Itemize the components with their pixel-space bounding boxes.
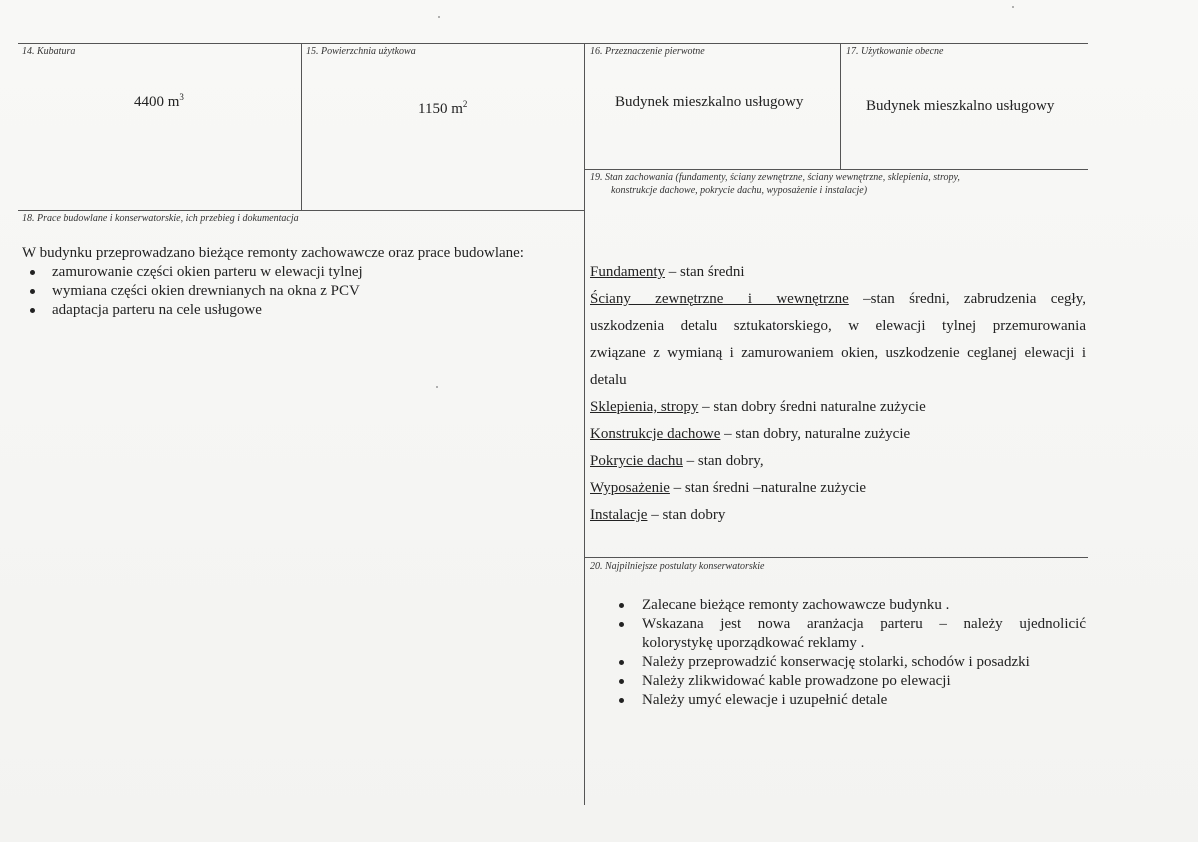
field-16-label: 16. Przeznaczenie pierwotne: [590, 46, 705, 57]
divider-19-20: [584, 557, 1088, 558]
state-instalacje: [590, 502, 1086, 529]
field-17-value: Budynek mieszkalno usługowy: [866, 98, 1055, 114]
state-text: – stan dobry,: [682, 453, 764, 469]
field-20-content: [590, 596, 1086, 710]
field-19-content: [590, 259, 1086, 529]
state-term: Fundamenty: [590, 264, 665, 280]
field-18-list: [22, 263, 577, 320]
state-pokrycie: [590, 448, 1086, 475]
divider-16-19: [584, 169, 1088, 170]
list-item: Należy umyć elewacje i uzupełnić detale: [590, 691, 1086, 710]
state-text: – stan dobry: [647, 507, 726, 523]
state-sciany-line2: uszkodzenia detalu sztukatorskiego, w elewacji tylnej przemurowania: [590, 318, 1086, 334]
field-15-label: 15. Powierzchnia użytkowa: [306, 46, 416, 57]
field-18-intro: W budynku przeprowadzano bieżące remonty zachowawcze oraz prace budowlane:: [22, 245, 524, 261]
field-16-value: Budynek mieszkalno usługowy: [615, 94, 804, 110]
field-14-value: [134, 92, 184, 111]
state-sciany-line4: detalu: [590, 372, 627, 388]
state-term: Konstrukcje dachowe: [590, 426, 721, 442]
state-sciany-line1: [590, 286, 1086, 313]
state-fundamenty: [590, 259, 1086, 286]
field-18-label: 18. Prace budowlane i konserwatorskie, ich przebieg i dokumentacja: [22, 213, 299, 224]
list-item: Należy przeprowadzić konserwację stolarki, schodów i posadzki: [590, 653, 1086, 672]
list-item: adaptacja parteru na cele usługowe: [22, 301, 577, 320]
field-19-label-line2: konstrukcje dachowe, pokrycie dachu, wyposażenie i instalacje): [611, 185, 868, 196]
state-text: – stan dobry średni naturalne zużycie: [698, 399, 926, 415]
list-item: [590, 615, 1086, 653]
state-wyposazenie: [590, 475, 1086, 502]
state-text: –stan średni, zabrudzenia cegły,: [848, 291, 1086, 307]
state-term: Instalacje: [590, 507, 648, 523]
state-term: Sklepienia, stropy: [590, 399, 699, 415]
field-20-label: 20. Najpilniejsze postulaty konserwatorskie: [590, 561, 765, 572]
list-item-text: Wskazana jest nowa aranżacja parteru – należy ujednolicić: [642, 616, 1086, 632]
field-20-list: [590, 596, 1086, 710]
field-15-number: 1150 m: [418, 101, 463, 117]
state-term: Pokrycie dachu: [590, 453, 683, 469]
top-border: [18, 43, 1088, 44]
list-item: Zalecane bieżące remonty zachowawcze budynku .: [590, 596, 1086, 615]
field-14-label: 14. Kubatura: [22, 46, 76, 57]
scan-speck: [438, 16, 440, 18]
divider-16-17: [840, 43, 841, 169]
state-text: – stan dobry, naturalne zużycie: [720, 426, 911, 442]
list-item: zamurowanie części okien parteru w elewacji tylnej: [22, 263, 577, 282]
state-term: Ściany zewnętrzne i wewnętrzne: [590, 291, 849, 307]
field-15-unit-exponent: 2: [462, 99, 468, 109]
field-18-content: [22, 244, 577, 320]
list-item-continuation: kolorystykę uporządkować reklamy .: [642, 635, 865, 651]
state-konstrukcje: [590, 421, 1086, 448]
state-text: – stan średni: [665, 264, 745, 280]
state-text: – stan średni –naturalne zużycie: [669, 480, 867, 496]
list-item: Należy zlikwidować kable prowadzone po elewacji: [590, 672, 1086, 691]
list-item: wymiana części okien drewnianych na okna z PCV: [22, 282, 577, 301]
state-term: Wyposażenie: [590, 480, 670, 496]
field-17-label: 17. Użytkowanie obecne: [846, 46, 944, 57]
field-15-value: [418, 99, 467, 118]
divider-14-18: [18, 210, 584, 211]
state-sklepienia: [590, 394, 1086, 421]
field-14-unit-exponent: 3: [179, 92, 184, 102]
state-sciany-line3: związane z wymianą i zamurowaniem okien, uszkodzenie ceglanej elewacji i: [590, 345, 1086, 361]
scan-speck: [1012, 6, 1014, 8]
field-19-label-line1: 19. Stan zachowania (fundamenty, ściany zewnętrzne, ściany wewnętrzne, sklepienia, stropy,: [590, 172, 960, 183]
scan-speck: [436, 386, 438, 388]
divider-14-15: [301, 43, 302, 210]
divider-15-16: [584, 43, 585, 805]
field-14-number: 4400 m: [134, 94, 180, 110]
